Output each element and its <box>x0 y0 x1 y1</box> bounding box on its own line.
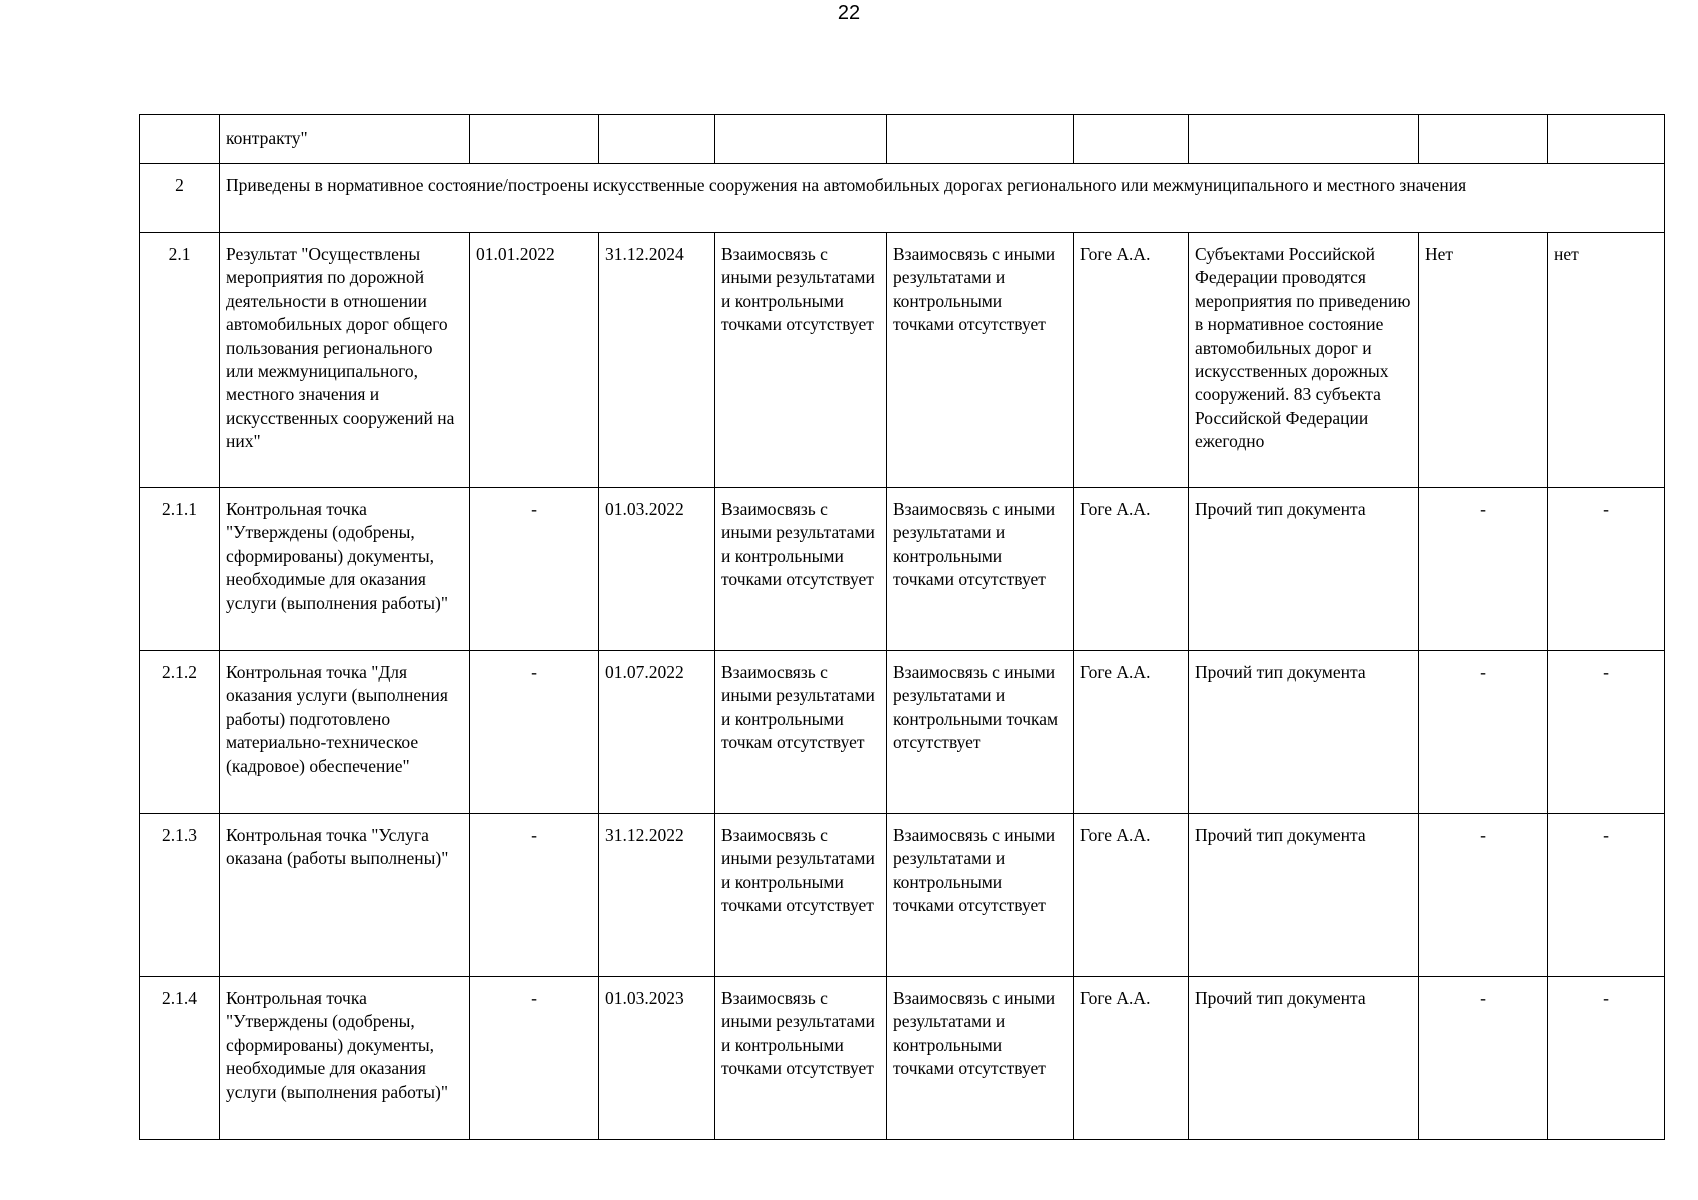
cell-col10: нет <box>1548 233 1665 488</box>
cell-end: 31.12.2022 <box>599 814 715 977</box>
cell-doc: Субъектами Российской Федерации проводятся мероприятия по приведению в нормативное состояние автомобильных дорог и искусственных дорожных сооружений. 83 субъекта Российской Федерации ежегодно <box>1189 233 1419 488</box>
cell-next: Взаимосвязь с иными результатами и контрольными точками отсутствует <box>887 233 1074 488</box>
cell-responsible: Гоге А.А. <box>1074 814 1189 977</box>
section-title: Приведены в нормативное состояние/построены искусственные сооружения на автомобильных дорогах регионального или межмуниципального и местного значения <box>220 164 1665 233</box>
cell-doc: Прочий тип документа <box>1189 977 1419 1140</box>
cell-name: Результат "Осуществлены мероприятия по дорожной деятельности в отношении автомобильных дорог общего пользования регионального или межмуниципального, местного значения и искусственных сооружений на них" <box>220 233 470 488</box>
cell-responsible: Гоге А.А. <box>1074 651 1189 814</box>
cell-col9 <box>1419 115 1548 164</box>
cell-col10 <box>1548 115 1665 164</box>
section-number: 2 <box>140 164 220 233</box>
cell-next: Взаимосвязь с иными результатами и контрольными точками отсутствует <box>887 814 1074 977</box>
cell-start: - <box>470 814 599 977</box>
cell-next: Взаимосвязь с иными результатами и контрольными точками отсутствует <box>887 488 1074 651</box>
section-row <box>140 164 1665 233</box>
cell-col9: - <box>1419 814 1548 977</box>
cell-doc: Прочий тип документа <box>1189 651 1419 814</box>
cell-responsible <box>1074 115 1189 164</box>
cell-col9: - <box>1419 977 1548 1140</box>
cell-name: Контрольная точка "Для оказания услуги (выполнения работы) подготовлено материально-техническое (кадровое) обеспечение" <box>220 651 470 814</box>
cell-next: Взаимосвязь с иными результатами и контрольными точками отсутствует <box>887 977 1074 1140</box>
cell-doc: Прочий тип документа <box>1189 488 1419 651</box>
cell-start: - <box>470 651 599 814</box>
cell-col9: Нет <box>1419 233 1548 488</box>
cell-responsible: Гоге А.А. <box>1074 488 1189 651</box>
cell-next <box>887 115 1074 164</box>
cell-start: 01.01.2022 <box>470 233 599 488</box>
cell-num: 2.1.4 <box>140 977 220 1140</box>
cell-prev: Взаимосвязь с иными результатами и контрольными точками отсутствует <box>715 488 887 651</box>
table-row <box>140 651 1665 814</box>
cell-num: 2.1.2 <box>140 651 220 814</box>
table-row <box>140 115 1665 164</box>
cell-prev: Взаимосвязь с иными результатами и контрольными точками отсутствует <box>715 814 887 977</box>
cell-col10: - <box>1548 488 1665 651</box>
cell-num: 2.1 <box>140 233 220 488</box>
cell-prev: Взаимосвязь с иными результатами и контрольными точками отсутствует <box>715 233 887 488</box>
page-number: 22 <box>837 2 861 24</box>
cell-col9: - <box>1419 488 1548 651</box>
cell-start <box>470 115 599 164</box>
cell-end <box>599 115 715 164</box>
table-row <box>140 233 1665 488</box>
cell-end: 01.03.2023 <box>599 977 715 1140</box>
cell-start: - <box>470 488 599 651</box>
cell-start: - <box>470 977 599 1140</box>
cell-col10: - <box>1548 977 1665 1140</box>
cell-end: 01.07.2022 <box>599 651 715 814</box>
cell-prev: Взаимосвязь с иными результатами и контрольными точками отсутствует <box>715 977 887 1140</box>
cell-col10: - <box>1548 651 1665 814</box>
cell-name: Контрольная точка "Утверждены (одобрены, сформированы) документы, необходимые для оказания услуги (выполнения работы)" <box>220 488 470 651</box>
cell-prev: Взаимосвязь с иными результатами и контрольными точкам отсутствует <box>715 651 887 814</box>
cell-name: Контрольная точка "Услуга оказана (работы выполнены)" <box>220 814 470 977</box>
cell-num <box>140 115 220 164</box>
cell-num: 2.1.3 <box>140 814 220 977</box>
cell-next: Взаимосвязь с иными результатами и контрольными точкам отсутствует <box>887 651 1074 814</box>
cell-col10: - <box>1548 814 1665 977</box>
table-row <box>140 977 1665 1140</box>
cell-name: Контрольная точка "Утверждены (одобрены, сформированы) документы, необходимые для оказания услуги (выполнения работы)" <box>220 977 470 1140</box>
table-row <box>140 814 1665 977</box>
cell-name: контракту" <box>220 115 470 164</box>
cell-doc: Прочий тип документа <box>1189 814 1419 977</box>
cell-end: 31.12.2024 <box>599 233 715 488</box>
cell-prev <box>715 115 887 164</box>
cell-num: 2.1.1 <box>140 488 220 651</box>
cell-responsible: Гоге А.А. <box>1074 977 1189 1140</box>
cell-doc <box>1189 115 1419 164</box>
cell-responsible: Гоге А.А. <box>1074 233 1189 488</box>
cell-col9: - <box>1419 651 1548 814</box>
cell-end: 01.03.2022 <box>599 488 715 651</box>
table-row <box>140 488 1665 651</box>
plan-table <box>139 114 1665 1140</box>
